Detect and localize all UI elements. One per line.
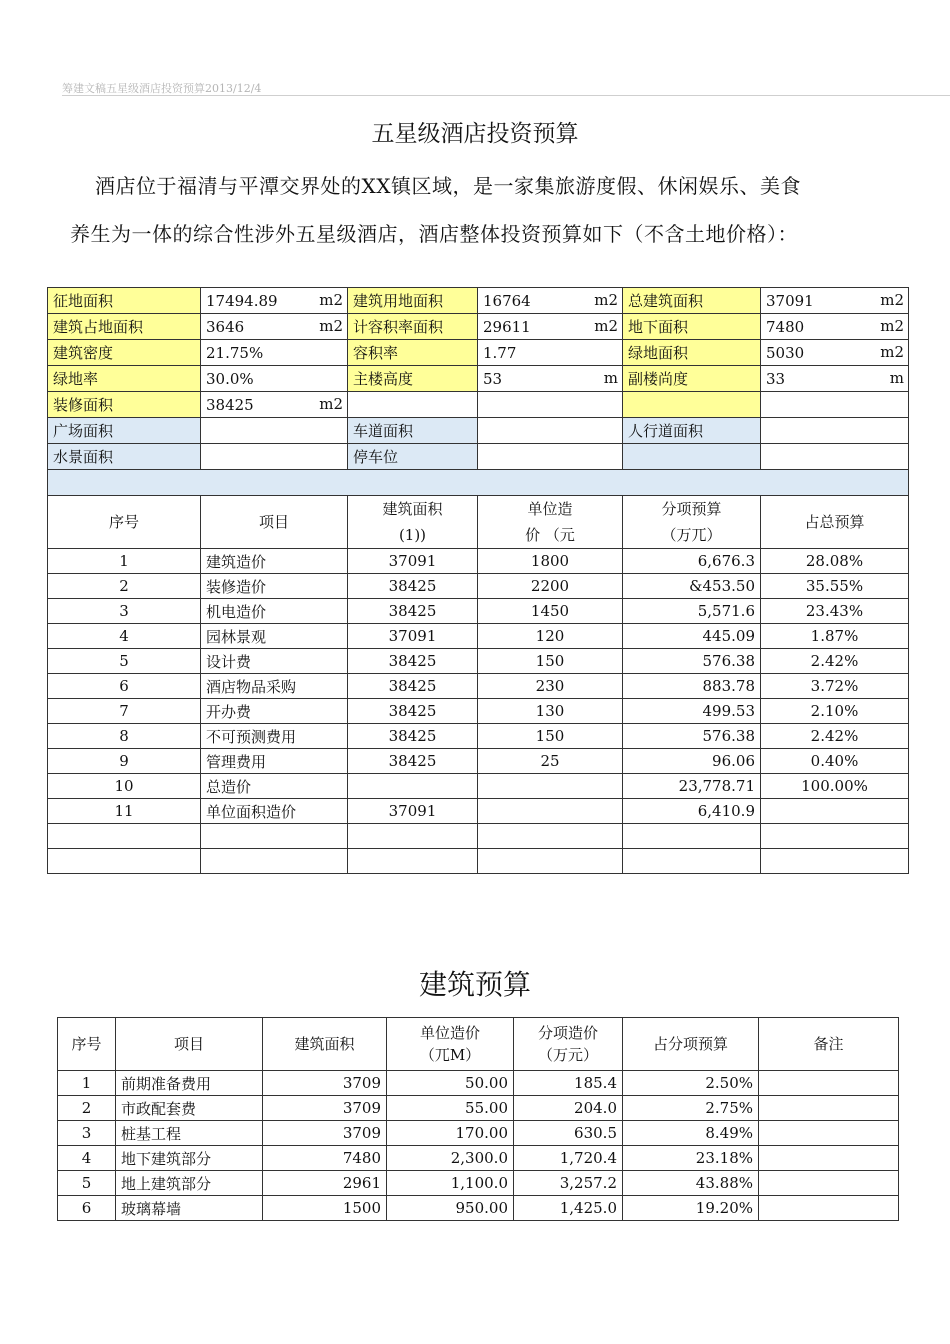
budget-cell: 38425 (348, 724, 478, 749)
build-cell: 950.00 (387, 1196, 514, 1221)
budget-cell (348, 774, 478, 799)
budget-cell: 管理费用 (201, 749, 348, 774)
build-cell: 3709 (263, 1071, 387, 1096)
build-header-cell: 占分项预算 (623, 1018, 759, 1071)
build-cell: 6 (58, 1196, 116, 1221)
budget-row (48, 549, 909, 574)
budget-cell (623, 824, 761, 849)
build-cell: 地下建筑部分 (116, 1146, 263, 1171)
build-row (58, 1171, 899, 1196)
info-row (48, 288, 909, 314)
budget-cell: 883.78 (623, 674, 761, 699)
budget-cell: 576.38 (623, 649, 761, 674)
budget-cell: 38425 (348, 749, 478, 774)
budget-cell: 38425 (348, 574, 478, 599)
budget-row (48, 674, 909, 699)
budget-cell: 38425 (348, 649, 478, 674)
build-header-cell: 单位造价 （兀M） (387, 1018, 514, 1071)
budget-row (48, 749, 909, 774)
build-cell: 地上建筑部分 (116, 1171, 263, 1196)
build-cell: 前期准备费用 (116, 1071, 263, 1096)
info-label: 水景面积 (48, 444, 201, 470)
budget-cell (623, 849, 761, 874)
budget-row (48, 799, 909, 824)
budget-row (48, 649, 909, 674)
budget-cell: 不可预测费用 (201, 724, 348, 749)
info-value (478, 314, 623, 340)
section-spacer-row (48, 470, 909, 496)
build-cell: 5 (58, 1171, 116, 1196)
info-row (48, 392, 909, 418)
budget-row (48, 824, 909, 849)
page-title: 五星级酒店投资预算 (371, 121, 579, 147)
info-value-number: 1.77 (483, 343, 517, 362)
info-value-unit: m2 (880, 317, 904, 335)
budget-cell: 8 (48, 724, 201, 749)
budget-row (48, 774, 909, 799)
budget-row (48, 599, 909, 624)
intro-line-2: 养生为一体的综合性涉外五星级酒店，酒店整体投资预算如下（不含土地价格）： (70, 222, 798, 246)
investment-budget-table (47, 287, 909, 874)
budget-cell: 2.42% (761, 649, 909, 674)
budget-cell: 单位面积造价 (201, 799, 348, 824)
budget-cell: 0.40% (761, 749, 909, 774)
build-cell: 2 (58, 1096, 116, 1121)
budget-cell: 38425 (348, 599, 478, 624)
budget-cell: 150 (478, 724, 623, 749)
info-value-number: 16764 (483, 291, 531, 310)
info-label: 副楼尚度 (623, 366, 761, 392)
budget-cell (761, 799, 909, 824)
budget-cell: 35.55% (761, 574, 909, 599)
budget-cell (478, 774, 623, 799)
info-label: 绿地率 (48, 366, 201, 392)
budget-cell: 园林景观 (201, 624, 348, 649)
budget-cell: 9 (48, 749, 201, 774)
build-cell (759, 1121, 899, 1146)
info-label: 广场面积 (48, 418, 201, 444)
info-value (478, 340, 623, 366)
info-value-number: 33 (766, 369, 786, 388)
budget-cell: 3.72% (761, 674, 909, 699)
budget-cell: 120 (478, 624, 623, 649)
info-value (201, 418, 348, 444)
build-header-cell: 分项造价 （万元） (514, 1018, 623, 1071)
info-value (761, 392, 909, 418)
build-cell: 1500 (263, 1196, 387, 1221)
budget-cell: 建筑造价 (201, 549, 348, 574)
info-label: 建筑用地面积 (348, 288, 478, 314)
info-value (761, 314, 909, 340)
budget-header-cell: 建筑面积 (1)) (348, 496, 478, 549)
info-value-unit: m2 (319, 317, 343, 335)
build-cell: 4 (58, 1146, 116, 1171)
info-value (201, 340, 348, 366)
build-cell: 43.88% (623, 1171, 759, 1196)
budget-cell: 2.10% (761, 699, 909, 724)
info-value (478, 366, 623, 392)
budget-cell: 23.43% (761, 599, 909, 624)
build-cell: 204.0 (514, 1096, 623, 1121)
budget-row (48, 624, 909, 649)
build-cell: 2.50% (623, 1071, 759, 1096)
budget-cell (48, 824, 201, 849)
build-cell: 2.75% (623, 1096, 759, 1121)
budget-cell (478, 799, 623, 824)
build-cell: 玻璃幕墙 (116, 1196, 263, 1221)
budget-header-cell: 占总预算 (761, 496, 909, 549)
info-label: 建筑密度 (48, 340, 201, 366)
build-cell: 8.49% (623, 1121, 759, 1146)
info-value-number: 3646 (206, 317, 245, 336)
budget-cell: 445.09 (623, 624, 761, 649)
build-row (58, 1121, 899, 1146)
info-label: 装修面积 (48, 392, 201, 418)
info-label: 主楼高度 (348, 366, 478, 392)
info-value (201, 314, 348, 340)
budget-cell: 37091 (348, 549, 478, 574)
info-value (478, 418, 623, 444)
budget-cell: 10 (48, 774, 201, 799)
info-label: 人行道面积 (623, 418, 761, 444)
budget-cell: &453.50 (623, 574, 761, 599)
build-cell: 桩基工程 (116, 1121, 263, 1146)
section-spacer (48, 470, 909, 496)
budget-cell: 4 (48, 624, 201, 649)
budget-cell: 23,778.71 (623, 774, 761, 799)
budget-cell: 1.87% (761, 624, 909, 649)
info-value (478, 392, 623, 418)
build-cell: 185.4 (514, 1071, 623, 1096)
budget-cell: 37091 (348, 624, 478, 649)
budget-cell: 38425 (348, 674, 478, 699)
build-cell (759, 1171, 899, 1196)
budget-cell: 6 (48, 674, 201, 699)
info-label: 停车位 (348, 444, 478, 470)
budget-cell: 7 (48, 699, 201, 724)
budget-cell: 2200 (478, 574, 623, 599)
info-value (201, 444, 348, 470)
info-value (761, 444, 909, 470)
build-cell: 23.18% (623, 1146, 759, 1171)
document-header: 筹建文稿五星级酒店投资预算2013/12/4 (62, 82, 262, 95)
info-value-number: 38425 (206, 395, 254, 414)
info-value-number: 37091 (766, 291, 814, 310)
budget-cell: 38425 (348, 699, 478, 724)
info-label: 容积率 (348, 340, 478, 366)
budget-cell: 6,676.3 (623, 549, 761, 574)
budget-row (48, 849, 909, 874)
info-row (48, 314, 909, 340)
budget-cell: 1450 (478, 599, 623, 624)
info-value (761, 288, 909, 314)
budget-cell: 96.06 (623, 749, 761, 774)
budget-cell: 机电造价 (201, 599, 348, 624)
info-value (761, 418, 909, 444)
build-header-cell: 序号 (58, 1018, 116, 1071)
budget-cell: 130 (478, 699, 623, 724)
budget-cell: 1800 (478, 549, 623, 574)
info-value (761, 366, 909, 392)
info-value-number: 21.75% (206, 343, 264, 362)
build-row (58, 1071, 899, 1096)
info-value-number: 30.0% (206, 369, 254, 388)
build-cell: 630.5 (514, 1121, 623, 1146)
info-value-unit: m2 (594, 317, 618, 335)
build-cell: 1 (58, 1071, 116, 1096)
info-row (48, 444, 909, 470)
info-value-unit: m2 (880, 291, 904, 309)
build-cell (759, 1196, 899, 1221)
info-label (623, 392, 761, 418)
build-header-cell: 项目 (116, 1018, 263, 1071)
budget-cell: 设计费 (201, 649, 348, 674)
budget-cell (478, 824, 623, 849)
budget-cell: 100.00% (761, 774, 909, 799)
budget-header-row (48, 496, 909, 549)
build-cell: 55.00 (387, 1096, 514, 1121)
construction-budget-table (57, 1017, 899, 1221)
budget-cell (478, 849, 623, 874)
build-cell: 市政配套费 (116, 1096, 263, 1121)
build-cell: 2,300.0 (387, 1146, 514, 1171)
budget-cell (201, 824, 348, 849)
info-value-number: 29611 (483, 317, 531, 336)
budget-cell: 576.38 (623, 724, 761, 749)
info-label: 车道面积 (348, 418, 478, 444)
build-cell: 50.00 (387, 1071, 514, 1096)
budget-cell: 5,571.6 (623, 599, 761, 624)
info-row (48, 366, 909, 392)
info-value (201, 392, 348, 418)
build-cell: 3709 (263, 1121, 387, 1146)
budget-cell: 2.42% (761, 724, 909, 749)
build-cell (759, 1071, 899, 1096)
info-label (623, 444, 761, 470)
info-value-unit: m2 (319, 395, 343, 413)
info-value (201, 288, 348, 314)
build-row (58, 1196, 899, 1221)
info-value (478, 444, 623, 470)
budget-header-cell: 单位造 价 （元 (478, 496, 623, 549)
info-row (48, 418, 909, 444)
build-row (58, 1096, 899, 1121)
budget-cell (348, 824, 478, 849)
build-header-row (58, 1018, 899, 1071)
intro-line-1: 酒店位于福清与平潭交界处的XX镇区域，是一家集旅游度假、休闲娱乐、美食 (95, 174, 801, 198)
build-cell: 2961 (263, 1171, 387, 1196)
build-cell: 19.20% (623, 1196, 759, 1221)
budget-row (48, 699, 909, 724)
budget-row (48, 724, 909, 749)
build-row (58, 1146, 899, 1171)
build-cell: 7480 (263, 1146, 387, 1171)
info-label (348, 392, 478, 418)
budget-cell: 2 (48, 574, 201, 599)
build-cell: 3709 (263, 1096, 387, 1121)
budget-cell (761, 824, 909, 849)
budget-cell: 25 (478, 749, 623, 774)
budget-cell: 装修造价 (201, 574, 348, 599)
budget-row (48, 574, 909, 599)
budget-cell: 230 (478, 674, 623, 699)
build-cell (759, 1096, 899, 1121)
build-cell: 3,257.2 (514, 1171, 623, 1196)
budget-cell (348, 849, 478, 874)
info-value (201, 366, 348, 392)
budget-cell: 28.08% (761, 549, 909, 574)
budget-cell: 37091 (348, 799, 478, 824)
info-value-number: 53 (483, 369, 503, 388)
budget-cell: 6,410.9 (623, 799, 761, 824)
budget-header-cell: 项目 (201, 496, 348, 549)
info-label: 建筑占地面积 (48, 314, 201, 340)
info-value-unit: m2 (594, 291, 618, 309)
build-header-cell: 备注 (759, 1018, 899, 1071)
budget-header-cell: 序号 (48, 496, 201, 549)
budget-cell (761, 849, 909, 874)
budget-cell: 总造价 (201, 774, 348, 799)
info-value (761, 340, 909, 366)
info-label: 总建筑面积 (623, 288, 761, 314)
build-cell: 170.00 (387, 1121, 514, 1146)
info-value (478, 288, 623, 314)
construction-budget-title: 建筑预算 (418, 968, 531, 1001)
budget-cell: 开办费 (201, 699, 348, 724)
build-cell: 3 (58, 1121, 116, 1146)
info-label: 计容积率面积 (348, 314, 478, 340)
budget-cell: 150 (478, 649, 623, 674)
info-label: 地下面积 (623, 314, 761, 340)
info-value-number: 7480 (766, 317, 805, 336)
info-label: 绿地面积 (623, 340, 761, 366)
budget-cell: 3 (48, 599, 201, 624)
info-value-number: 5030 (766, 343, 805, 362)
budget-cell: 酒店物品采购 (201, 674, 348, 699)
budget-header-cell: 分项预算 （万兀） (623, 496, 761, 549)
info-value-unit: m (603, 369, 618, 387)
budget-cell: 11 (48, 799, 201, 824)
info-row (48, 340, 909, 366)
info-value-unit: m2 (319, 291, 343, 309)
budget-cell (201, 849, 348, 874)
info-value-number: 17494.89 (206, 291, 278, 310)
build-cell: 1,720.4 (514, 1146, 623, 1171)
budget-cell: 1 (48, 549, 201, 574)
build-cell (759, 1146, 899, 1171)
budget-cell: 5 (48, 649, 201, 674)
info-value-unit: m2 (880, 343, 904, 361)
budget-cell: 499.53 (623, 699, 761, 724)
info-label: 征地面积 (48, 288, 201, 314)
header-divider (62, 95, 950, 96)
build-cell: 1,100.0 (387, 1171, 514, 1196)
info-value-unit: m (889, 369, 904, 387)
budget-cell (48, 849, 201, 874)
build-cell: 1,425.0 (514, 1196, 623, 1221)
build-header-cell: 建筑面积 (263, 1018, 387, 1071)
